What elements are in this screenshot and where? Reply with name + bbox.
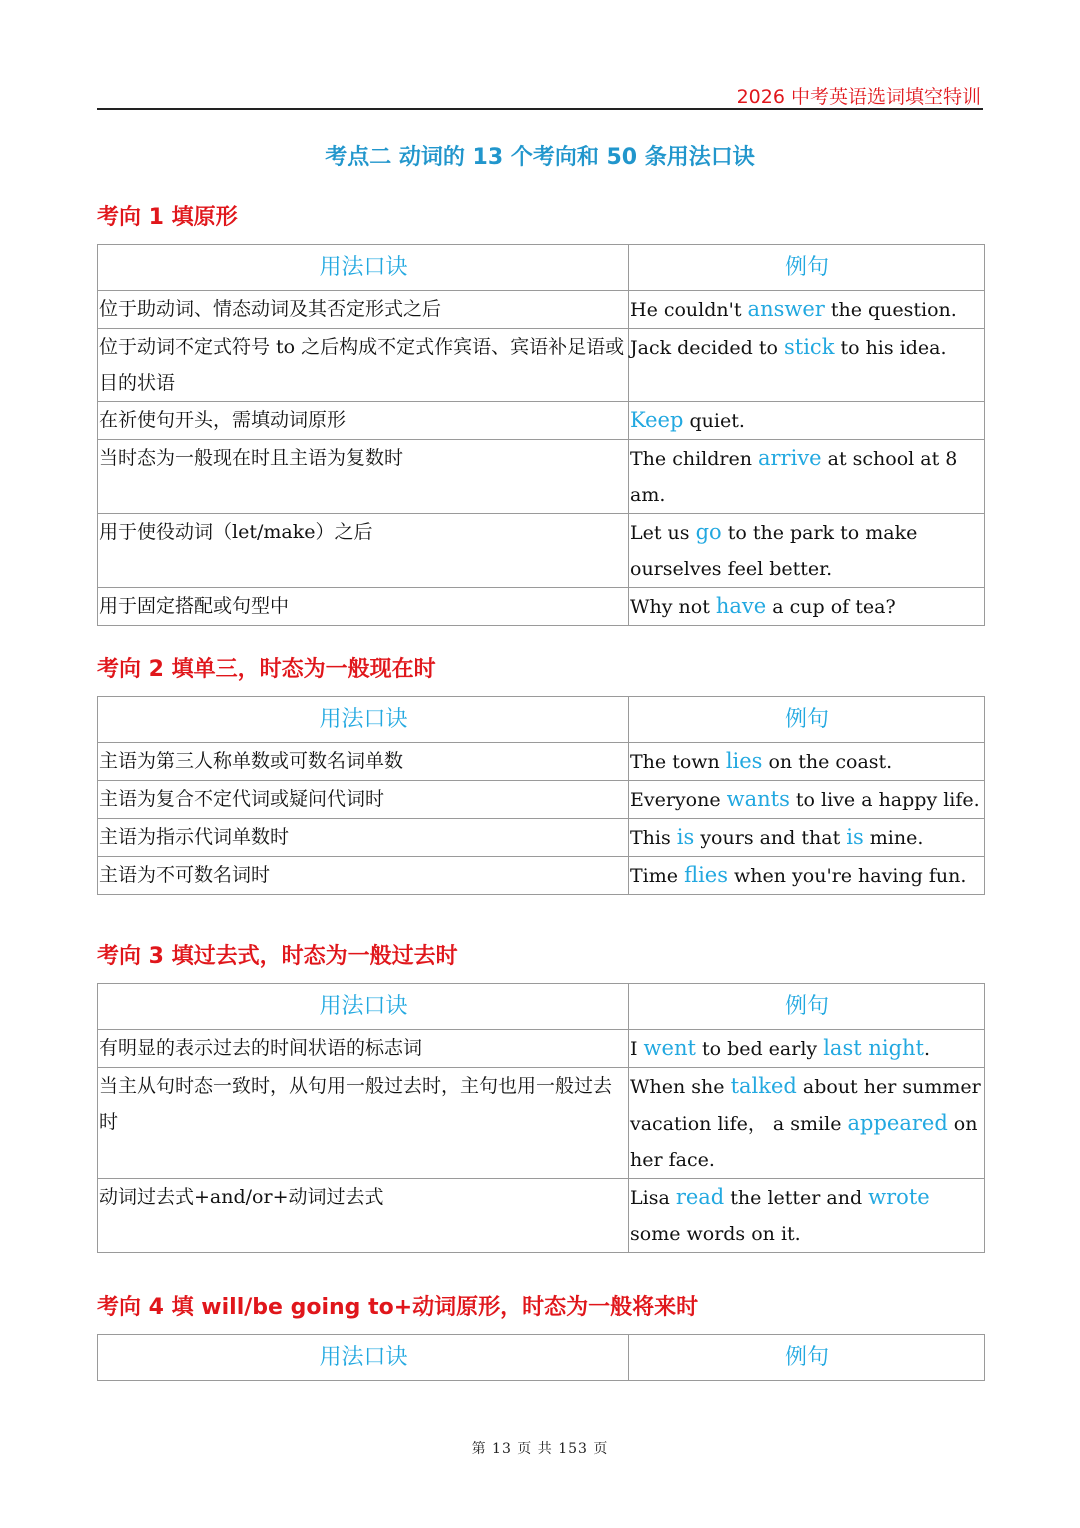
rule-cell: 主语为指示代词单数时 bbox=[98, 819, 629, 857]
example-cell bbox=[629, 402, 985, 440]
example-text: . bbox=[923, 1038, 931, 1060]
example-cell bbox=[629, 857, 985, 895]
table-row bbox=[98, 1179, 985, 1253]
highlighted-verb: read bbox=[675, 1185, 725, 1209]
highlighted-verb: arrive bbox=[758, 446, 822, 470]
table-row bbox=[98, 514, 985, 588]
table-row bbox=[98, 781, 985, 819]
table-row bbox=[98, 588, 985, 626]
example-text: This bbox=[630, 827, 677, 849]
highlighted-verb: answer bbox=[747, 297, 825, 321]
example-text: mine. bbox=[863, 827, 924, 849]
example-cell bbox=[629, 1179, 985, 1253]
rule-cell: 在祈使句开头，需填动词原形 bbox=[98, 402, 629, 440]
example-text: the letter and bbox=[724, 1187, 869, 1209]
example-cell bbox=[629, 291, 985, 329]
highlighted-verb: talked bbox=[730, 1074, 797, 1098]
example-text: about her summer vacation life， a smile bbox=[630, 1076, 981, 1135]
example-column-header: 例句 bbox=[629, 697, 985, 743]
example-text: to bed early bbox=[695, 1038, 824, 1060]
example-text: When she bbox=[630, 1076, 731, 1098]
example-text: to the park to make ourselves feel better. bbox=[630, 522, 918, 580]
example-text: The children bbox=[630, 448, 758, 470]
table-row bbox=[98, 743, 985, 781]
page-header bbox=[97, 78, 983, 110]
example-cell bbox=[629, 440, 985, 514]
table-row bbox=[98, 1030, 985, 1068]
table-row bbox=[98, 1068, 985, 1179]
table-row bbox=[98, 329, 985, 402]
example-cell bbox=[629, 781, 985, 819]
rule-cell: 主语为复合不定代词或疑问代词时 bbox=[98, 781, 629, 819]
example-text: when you're having fun. bbox=[728, 865, 967, 887]
highlighted-verb: appeared bbox=[847, 1111, 948, 1135]
highlighted-verb: Keep bbox=[630, 408, 684, 432]
section-title-3: 考向 3 填过去式，时态为一般过去时 bbox=[97, 944, 458, 969]
example-text: He couldn't bbox=[630, 299, 748, 321]
highlighted-verb: went bbox=[643, 1036, 696, 1060]
highlighted-verb: last night bbox=[823, 1036, 924, 1060]
rule-cell: 位于动词不定式符号 to 之后构成不定式作宾语、宾语补足语或目的状语 bbox=[98, 329, 629, 402]
rules-table-3 bbox=[97, 983, 985, 1253]
table-row bbox=[98, 440, 985, 514]
table-header-row bbox=[98, 1335, 985, 1381]
example-text: I bbox=[630, 1038, 644, 1060]
rule-cell: 用于固定搭配或句型中 bbox=[98, 588, 629, 626]
example-text: to live a happy life. bbox=[789, 789, 980, 811]
highlighted-verb: stick bbox=[784, 335, 835, 359]
rule-cell: 位于助动词、情态动词及其否定形式之后 bbox=[98, 291, 629, 329]
example-text: Jack decided to bbox=[630, 337, 784, 359]
section-title-1: 考向 1 填原形 bbox=[97, 205, 238, 230]
highlighted-verb: flies bbox=[684, 863, 728, 887]
example-text: Lisa bbox=[630, 1187, 676, 1209]
rule-cell: 主语为不可数名词时 bbox=[98, 857, 629, 895]
example-column-header: 例句 bbox=[629, 1335, 985, 1381]
page-footer: 第 13 页 共 153 页 bbox=[471, 1441, 609, 1457]
example-text: the question. bbox=[824, 299, 957, 321]
example-text: to his idea. bbox=[834, 337, 947, 359]
table-row bbox=[98, 291, 985, 329]
example-cell bbox=[629, 819, 985, 857]
example-cell bbox=[629, 588, 985, 626]
rule-column-header: 用法口诀 bbox=[98, 697, 629, 743]
table-header-row bbox=[98, 984, 985, 1030]
example-text: a cup of tea? bbox=[766, 596, 896, 618]
section-title-2: 考向 2 填单三，时态为一般现在时 bbox=[97, 657, 436, 682]
example-cell bbox=[629, 329, 985, 402]
example-text: on her face. bbox=[630, 1113, 978, 1171]
example-column-header: 例句 bbox=[629, 984, 985, 1030]
example-text: some words on it. bbox=[630, 1223, 801, 1245]
highlighted-verb: go bbox=[695, 520, 722, 544]
table-header-row bbox=[98, 697, 985, 743]
table-row bbox=[98, 402, 985, 440]
example-text: on the coast. bbox=[762, 751, 893, 773]
section-title-4: 考向 4 填 will/be going to+动词原形，时态为一般将来时 bbox=[97, 1295, 699, 1320]
example-cell bbox=[629, 743, 985, 781]
rules-table-1 bbox=[97, 244, 985, 626]
example-text: Time bbox=[630, 865, 685, 887]
rule-cell: 当时态为一般现在时且主语为复数时 bbox=[98, 440, 629, 514]
example-text: Everyone bbox=[630, 789, 727, 811]
rules-table-4 bbox=[97, 1334, 985, 1381]
table-row bbox=[98, 819, 985, 857]
rule-cell: 有明显的表示过去的时间状语的标志词 bbox=[98, 1030, 629, 1068]
highlighted-verb: is bbox=[846, 825, 864, 849]
example-text: Why not bbox=[630, 596, 716, 618]
highlighted-verb: lies bbox=[725, 749, 763, 773]
rule-column-header: 用法口诀 bbox=[98, 984, 629, 1030]
example-text: yours and that bbox=[694, 827, 847, 849]
header-title: 2026 中考英语选词填空特训 bbox=[736, 86, 981, 108]
example-cell bbox=[629, 1068, 985, 1179]
highlighted-verb: wants bbox=[726, 787, 790, 811]
table-row bbox=[98, 857, 985, 895]
example-text: quiet. bbox=[683, 410, 745, 432]
example-text: at school at 8 am. bbox=[630, 448, 958, 506]
rule-column-header: 用法口诀 bbox=[98, 245, 629, 291]
rule-cell: 动词过去式+and/or+动词过去式 bbox=[98, 1179, 629, 1253]
example-text: The town bbox=[630, 751, 726, 773]
rule-column-header: 用法口诀 bbox=[98, 1335, 629, 1381]
rule-cell: 当主从句时态一致时，从句用一般过去时，主句也用一般过去时 bbox=[98, 1068, 629, 1179]
example-cell bbox=[629, 514, 985, 588]
rule-cell: 用于使役动词（let/make）之后 bbox=[98, 514, 629, 588]
highlighted-verb: have bbox=[715, 594, 767, 618]
rules-table-2 bbox=[97, 696, 985, 895]
example-text: Let us bbox=[630, 522, 696, 544]
example-column-header: 例句 bbox=[629, 245, 985, 291]
highlighted-verb: is bbox=[676, 825, 695, 849]
highlighted-verb: wrote bbox=[868, 1185, 930, 1209]
page-title: 考点二 动词的 13 个考向和 50 条用法口诀 bbox=[325, 145, 755, 170]
rule-cell: 主语为第三人称单数或可数名词单数 bbox=[98, 743, 629, 781]
example-cell bbox=[629, 1030, 985, 1068]
table-header-row bbox=[98, 245, 985, 291]
